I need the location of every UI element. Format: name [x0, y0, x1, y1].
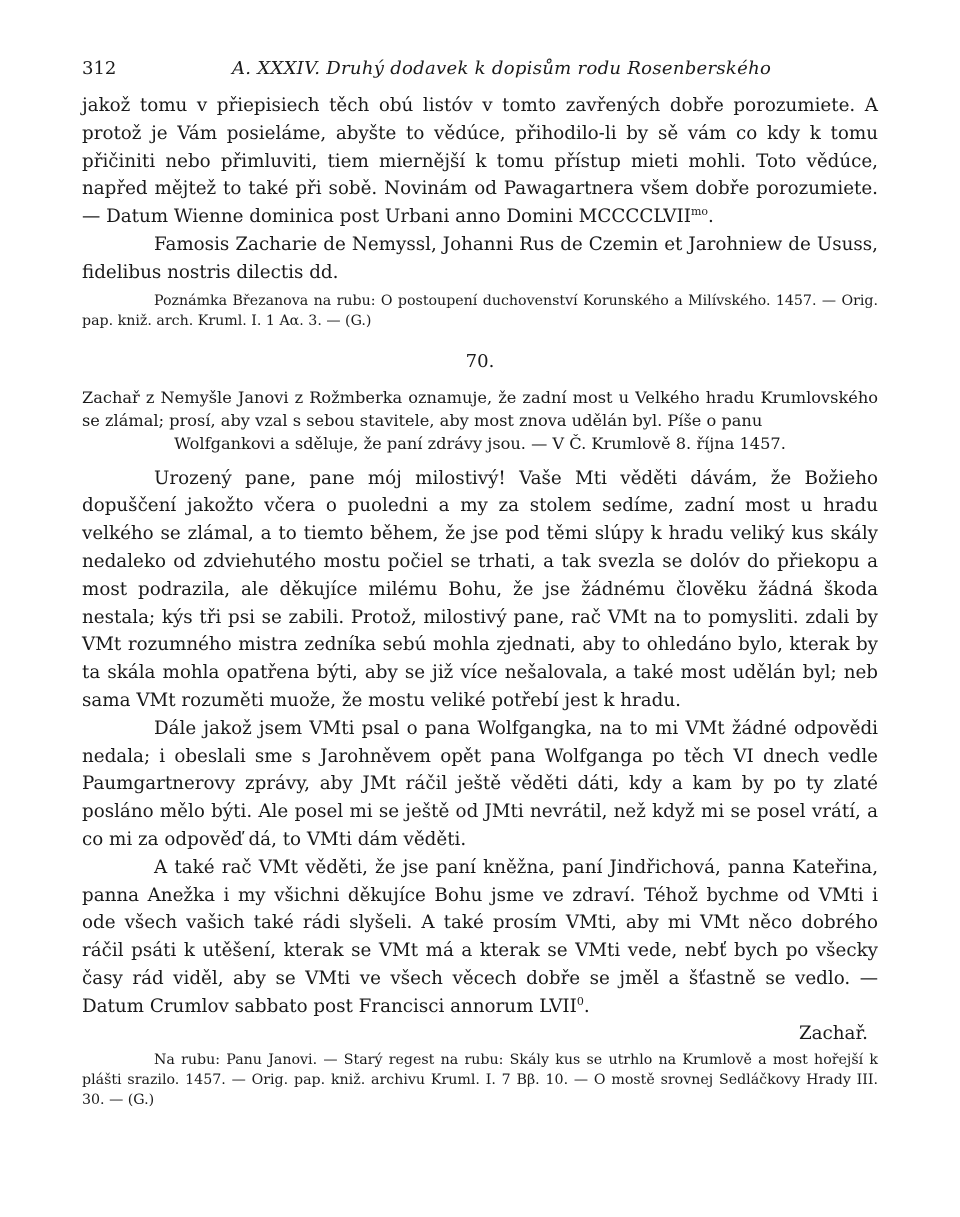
signature: Zachař.	[798, 1022, 868, 1044]
doc70-paragraph-1: Urozený pane, pane mój milostivý! Vaše Mti věděti dávám, že Božieho dopuščení jakožto včera o puoledni a my za stolem sedíme, zadní most u hradu velkého se zlámal, a to tiemto během, že jse pod těmi slúpy k hradu veliký kus skály nedaleko od zdviehutého mostu počiel se trhati, a tak svezla se dolóv do přiekopu a most podrazila, ale děkujíce milému Bohu, že jse žádnému člověku žádná škoda nestala; kýs tři psi se zabili. Protož, milostivý pane, rač VMt na to pomysliti. zdali by VMt rozumného mistra zedníka sebú mohla zjednati, aby to ohledáno bylo, kterak by ta skála mohla opatřena býti, aby se již více nešalovala, a také most udělán byl; neb sama VMt rozuměti muože, že mostu veliké potřebí jest k hradu.	[82, 467, 878, 711]
doc69-address: Famosis Zacharie de Nemyssl, Johanni Rus de Czemin et Jarohniew de Ususs, fidelibus nostris dilectis dd.	[82, 233, 878, 283]
running-title: A. XXXIV. Druhý dodavek k dopisům rodu Rosenberského	[232, 58, 772, 79]
document-page	[82, 58, 878, 1110]
doc69-paragraph-1: jakož tomu v přiepisiech těch obú listóv v tomto zavřených dobře porozumiete. A protož je Vám posieláme, abyšte to vědúce, přihodilo-li by sě vám co kdy k tomu přičiniti nebo přimluviti, tiem miernější k tomu přístup mieti mohli. Toto vědúce, napřed mějtež to také při sobě. Novinám od Pawagartnera všem dobře porozumiete. — Datum Wienne dominica post Urbani anno Domini $MCCCCLVII^{mo}$.	[82, 95, 878, 228]
doc69-footnote: Poznámka Březanova na rubu: O postoupení duchovenství Korunského a Milívského. 1457. — Orig. pap. kniž. arch. Kruml. I. 1 Aα. 3. — (G.)	[82, 292, 878, 329]
doc70-footnote: Na rubu: Panu Janovi. — Starý regest na rubu: Skály kus se utrhlo na Krumlově a most hořejší k plášti srazilo. 1457. — Orig. pap. kniž. archivu Kruml. I. 7 Bβ. 10. — O mostě srovnej Sedláčkovy Hrady III. 30. — (G.)	[82, 1051, 878, 1108]
superscript-zero: 0	[576, 994, 584, 1008]
superscript-mo: mo	[690, 205, 709, 219]
page-number: 312	[82, 58, 117, 79]
doc70-paragraph-2: Dále jakož jsem VMti psal o pana Wolfgangka, na to mi VMt žádné odpovědi nedala; i obeslali sme s Jarohněvem opět pana Wolfganga po těch VI dnech vedle Paumgartnerovy zprávy, aby JMt ráčil ještě věděti dáti, kdy a kam by po ty zlaté posláno mělo býti. Ale posel mi se ještě od JMti nevrátil, než když mi se posel vrátí, a co mi za odpověď dá, to VMti dám věděti.	[82, 717, 878, 850]
doc70-regest-date: Wolfgankovi a sděluje, že paní zdrávy jsou. — V Č. Krumlově 8. října 1457.	[174, 433, 786, 453]
doc70-regest: Zachař z Nemyšle Janovi z Rožmberka oznamuje, že zadní most u Velkého hradu Krumlovského se zlámal; prosí, aby vzal s sebou stavitele, aby most znova udělán byl. Píše o panu	[82, 387, 878, 430]
document-number: 70.	[465, 350, 495, 372]
page-header	[82, 58, 878, 88]
doc70-paragraph-3: A také rač VMt věděti, že jse paní kněžna, paní Jindřichová, panna Kateřina, panna Anežka i my všichni děkujíce Bohu jsme ve zdraví. Téhož bychme od VMti i ode všech vašich také rádi slyšeli. A také prosím VMti, aby mi VMt něco dobrého ráčil psáti k utěšení, kterak se VMt má a kterak se VMti vede, nebť bych po všecky časy rád viděl, aby se VMti ve všech věcech dobře se jměl a šťastně se vedlo. — Datum Crumlov sabbato post Francisci annorum LVII$^0$.	[82, 856, 878, 1017]
